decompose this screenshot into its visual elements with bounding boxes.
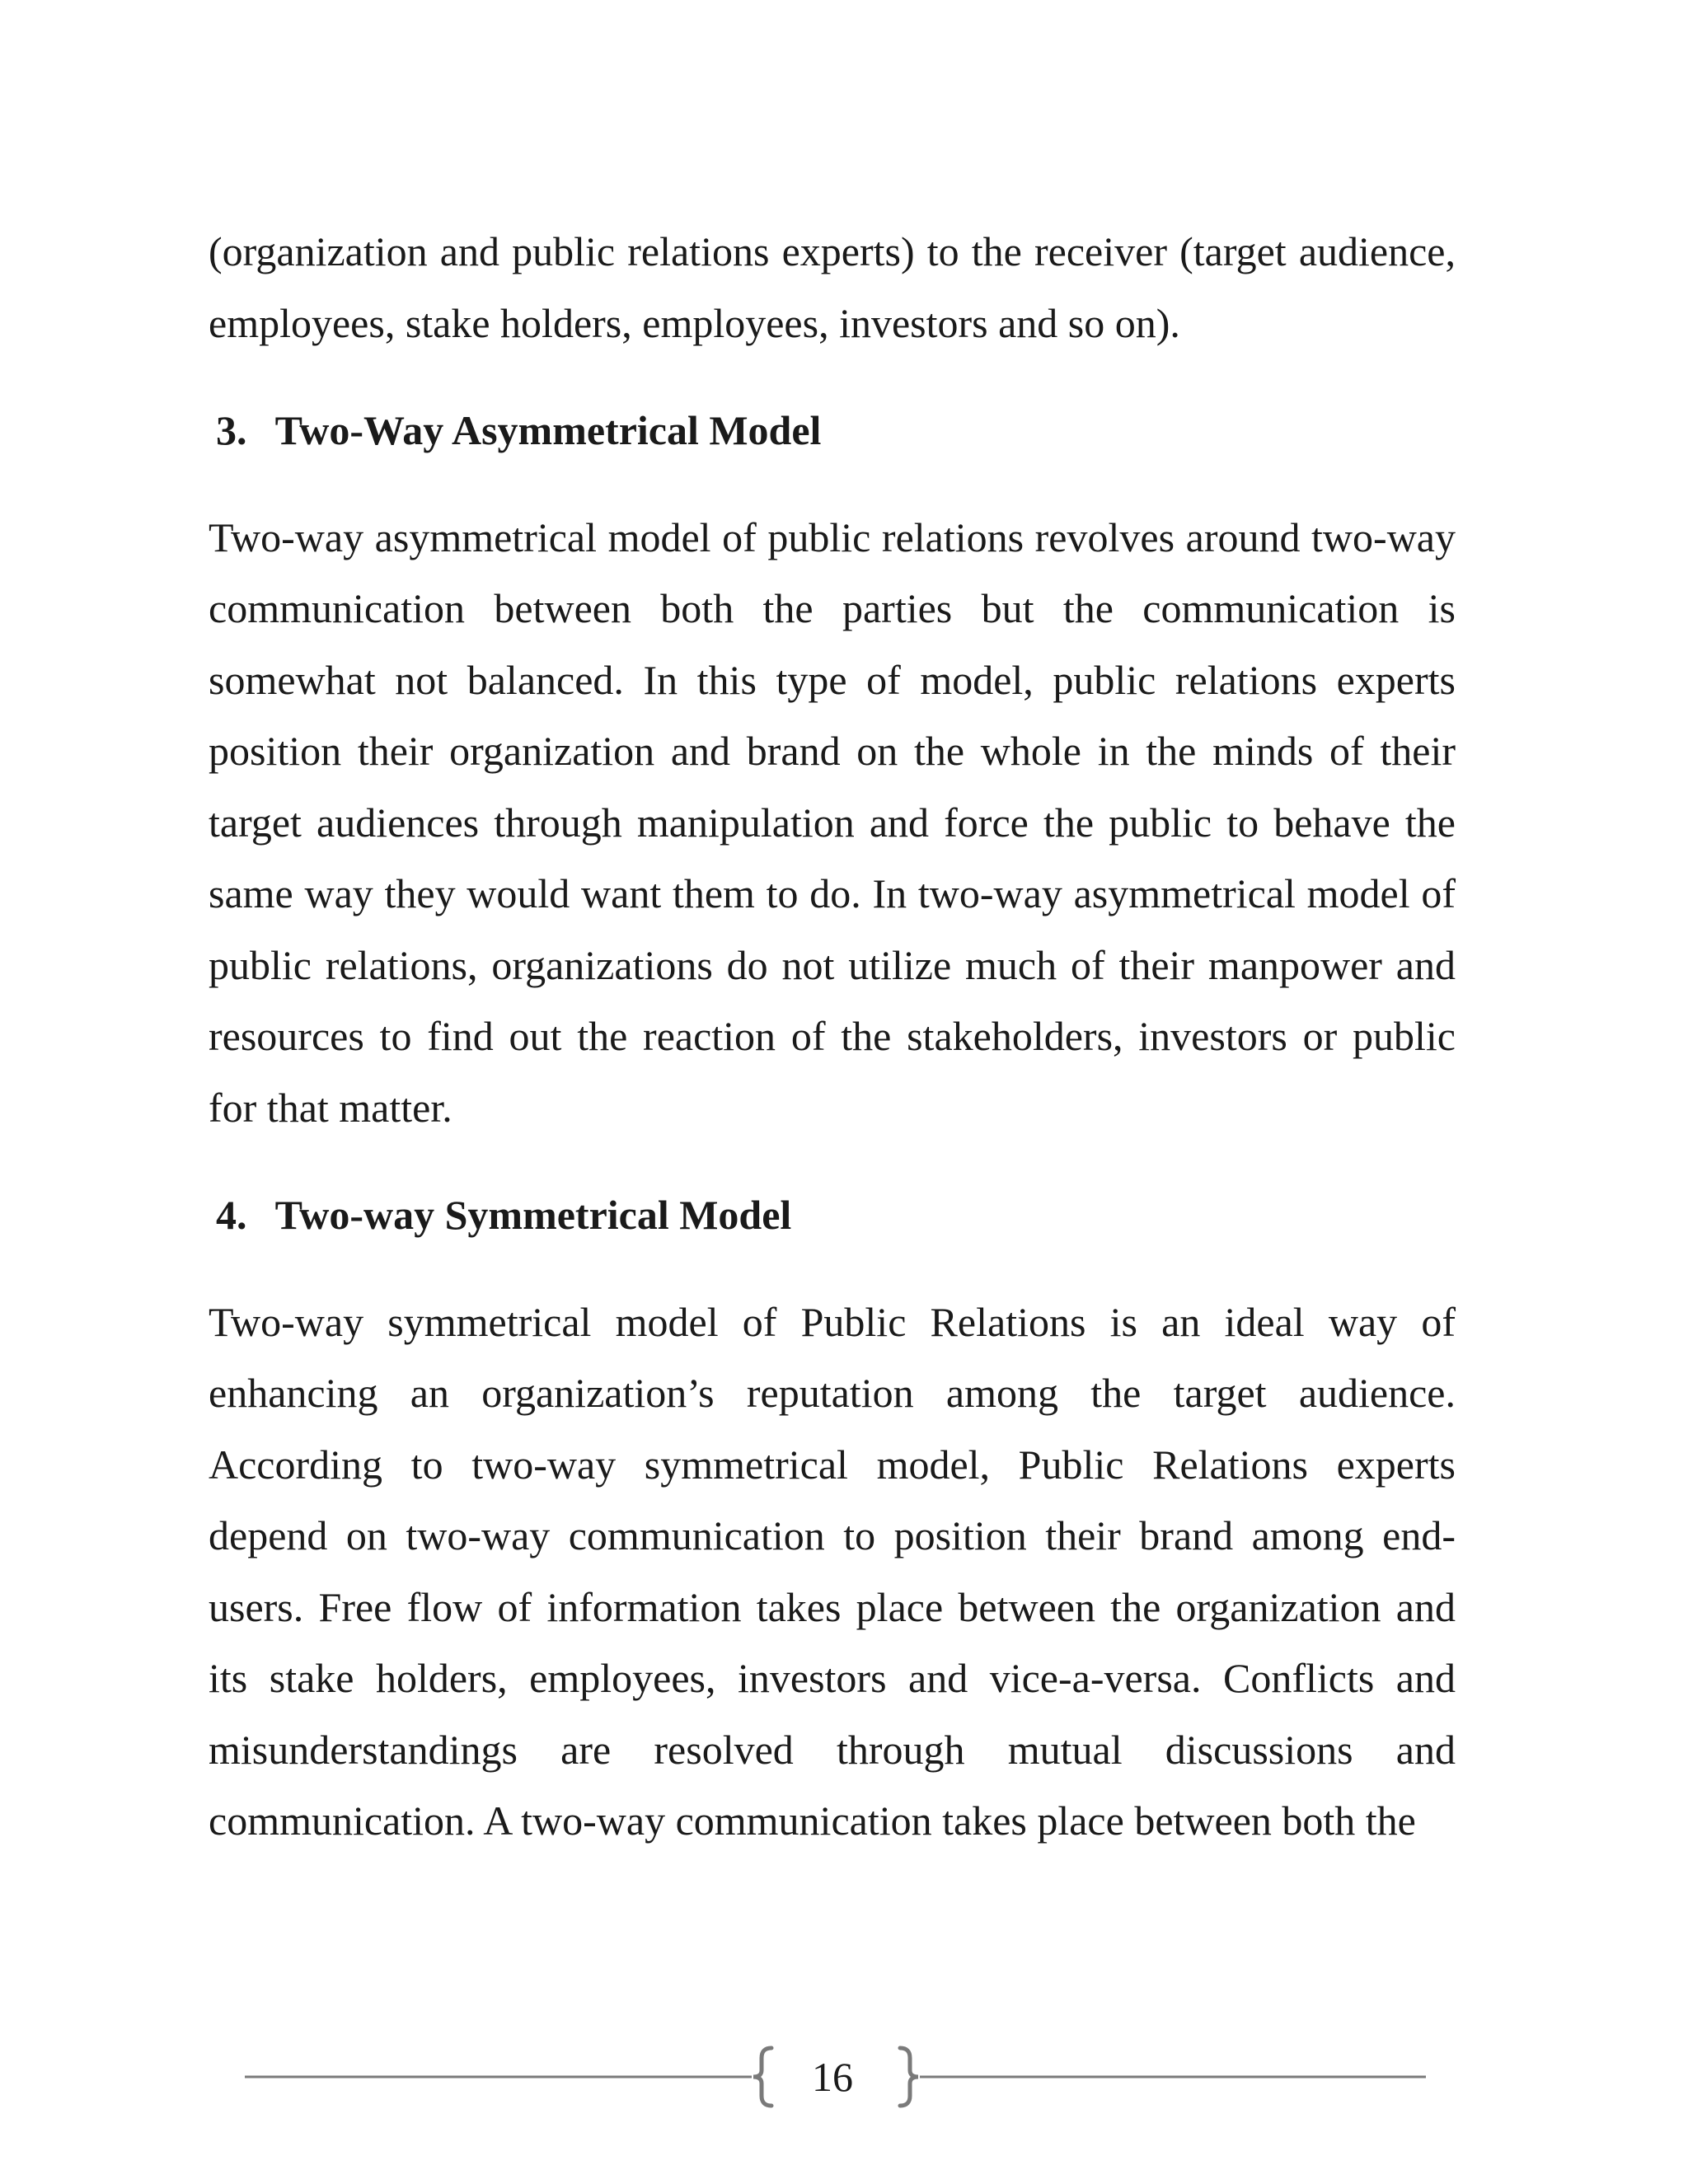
section-4-body: Two-way symmetrical model of Public Relations is an ideal way of enhancing an organization’s reputation among the target audience. According to two-way symmetrical model, Public Relations experts depend on two-way communication to position their brand among end-users. Free flow of information takes place between the organization and its stake holders, employees, investors and vice-a-versa. Conflicts and misunderstandings are resolved through mutual discussions and communication. A two-way communication takes place between both the xyxy=(209,1298,1456,1844)
spacer xyxy=(209,1143,1456,1179)
spacer xyxy=(209,1251,1456,1286)
section-3-heading xyxy=(209,395,1456,466)
spacer xyxy=(209,466,1456,502)
section-4-number: 4. xyxy=(216,1192,247,1238)
section-4-heading xyxy=(209,1179,1456,1251)
page-content xyxy=(209,216,1456,1857)
right-brace-icon xyxy=(900,2048,918,2106)
spacer xyxy=(209,359,1456,395)
page-number: 16 xyxy=(812,2054,853,2100)
page-footer xyxy=(0,2036,1688,2118)
left-brace-icon xyxy=(753,2048,771,2106)
intro-paragraph: (organization and public relations experts) to the receiver (target audience, employees, stake holders, employees, investors and so on). xyxy=(209,228,1456,346)
section-3-number: 3. xyxy=(216,407,247,453)
section-3-title: Two-Way Asymmetrical Model xyxy=(274,407,822,453)
section-3-body: Two-way asymmetrical model of public relations revolves around two-way communication between both the parties but the communication is somewhat not balanced. In this type of model, public relations experts position their organization and brand on the whole in the minds of their target audiences through manipulation and force the public to behave the same way they would want them to do. In two-way asymmetrical model of public relations, organizations do not utilize much of their manpower and resources to find out the reaction of the stakeholders, investors or public for that matter. xyxy=(209,513,1456,1131)
section-4-title: Two-way Symmetrical Model xyxy=(274,1192,792,1238)
